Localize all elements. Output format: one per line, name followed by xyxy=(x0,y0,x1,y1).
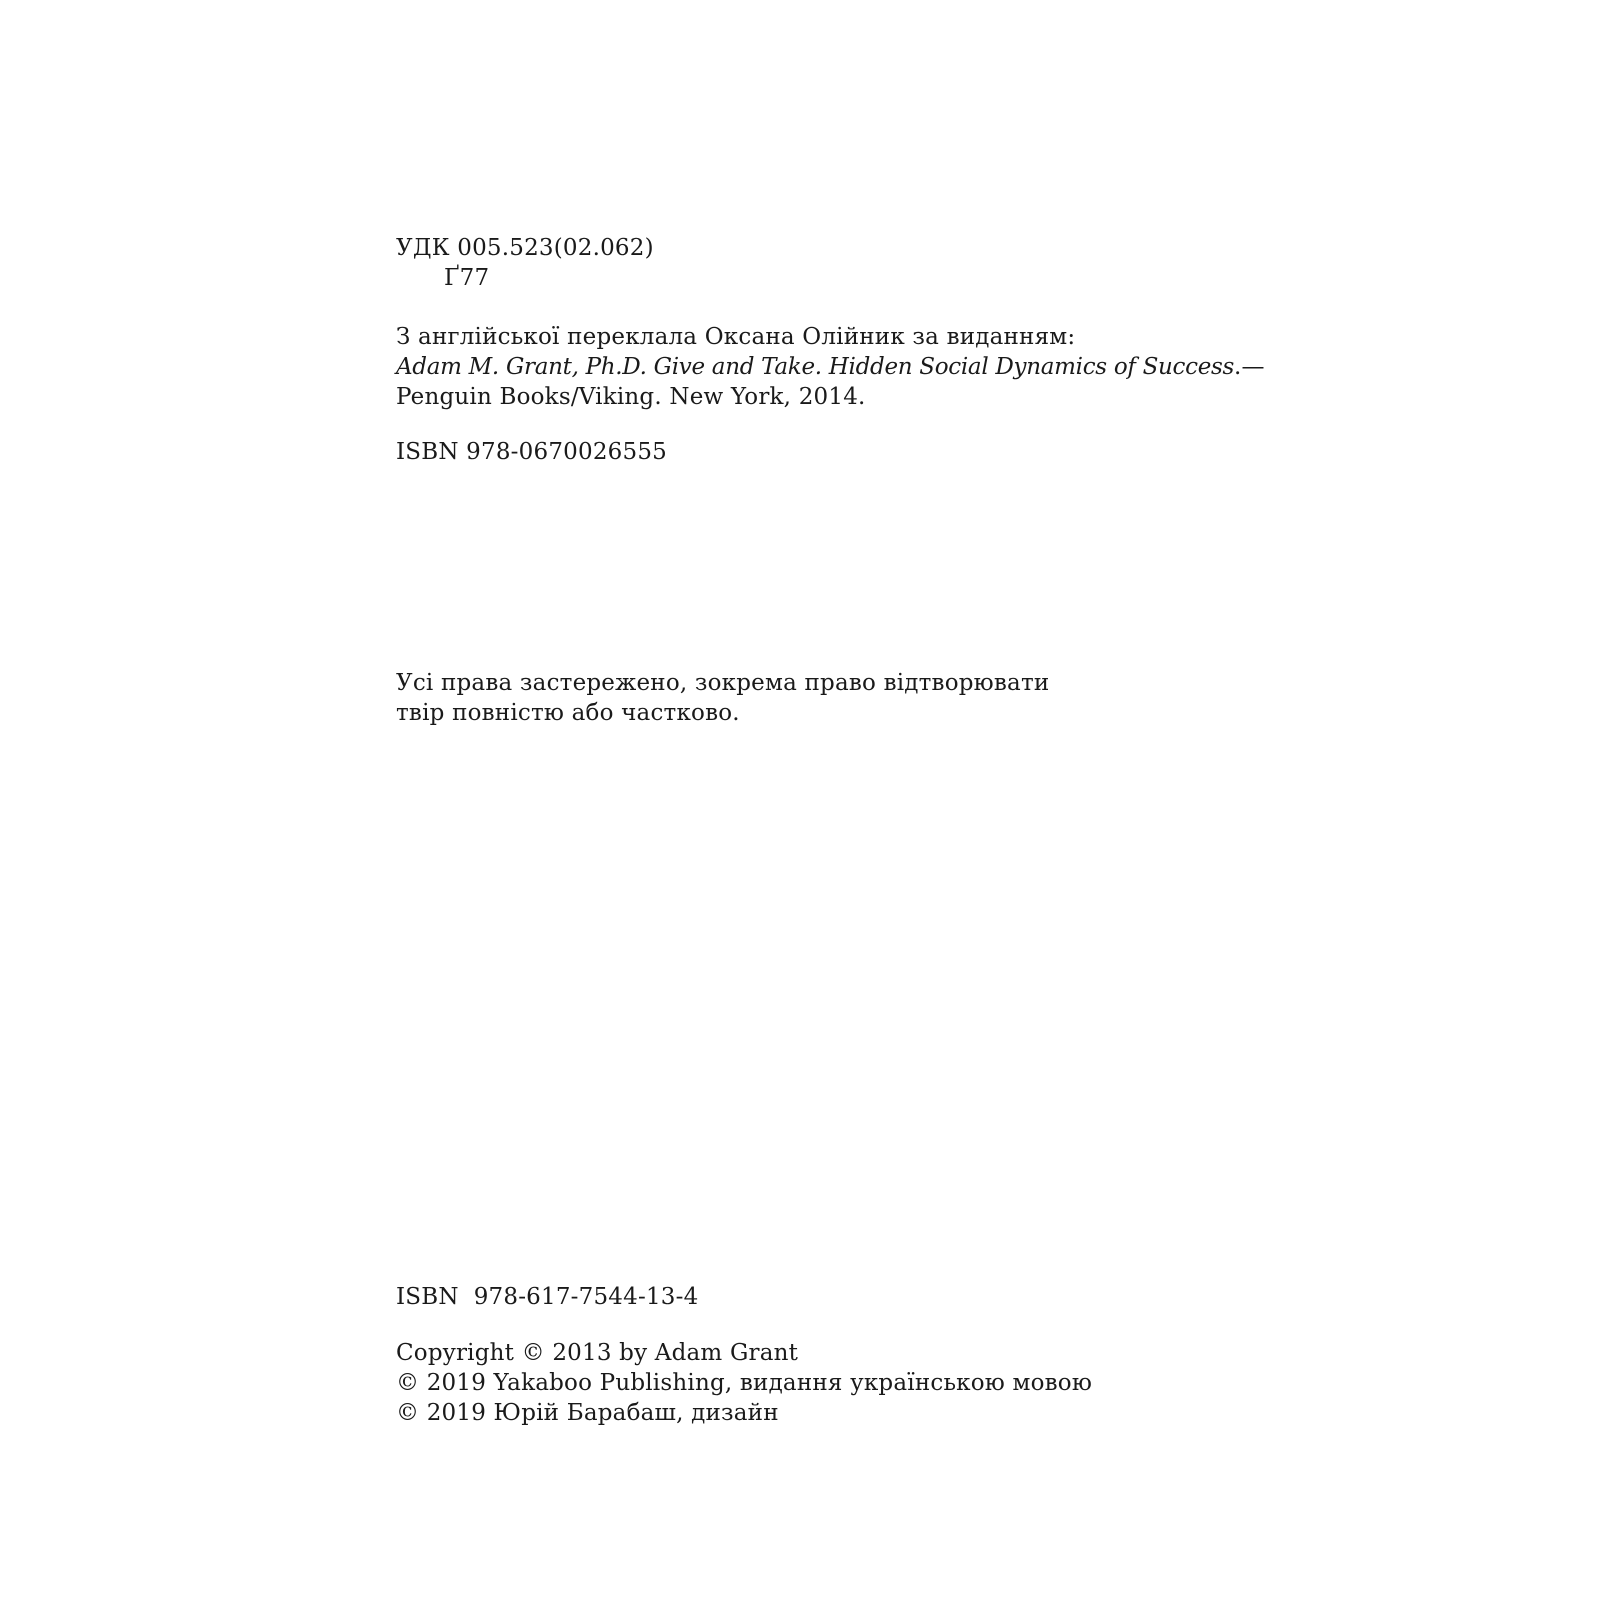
isbn-ukrainian xyxy=(396,1282,698,1312)
udk-code: УДК 005.523(02.062) xyxy=(396,235,654,261)
author-mark: Ґ77 xyxy=(444,265,490,291)
isbn-original: ISBN 978-0670026555 xyxy=(396,439,667,465)
translator-line: З англійської переклала Оксана Олійник за виданням: xyxy=(396,324,1076,350)
copyright-block xyxy=(396,1338,1092,1428)
rights-line-2: твір повністю або частково. xyxy=(396,700,740,726)
translation-info xyxy=(396,322,1265,412)
copyright-publisher: © 2019 Yakaboo Publishing, видання українською мовою xyxy=(396,1370,1093,1396)
original-separator: .— xyxy=(1234,354,1265,380)
original-publisher: Penguin Books/Viking. New York, 2014. xyxy=(396,384,866,410)
original-edition-line xyxy=(396,352,1265,382)
isbn-ukrainian-text: ISBN 978-617-7544-13-4 xyxy=(396,1284,699,1310)
rights-notice xyxy=(396,668,1049,728)
udk-block xyxy=(396,233,654,293)
original-title: Adam M. Grant, Ph.D. Give and Take. Hidden Social Dynamics of Success xyxy=(396,354,1235,380)
copyright-design: © 2019 Юрій Барабаш, дизайн xyxy=(396,1400,779,1426)
rights-line-1: Усі права застережено, зокрема право відтворювати xyxy=(396,670,1050,696)
copyright-author: Copyright © 2013 by Adam Grant xyxy=(396,1340,799,1366)
